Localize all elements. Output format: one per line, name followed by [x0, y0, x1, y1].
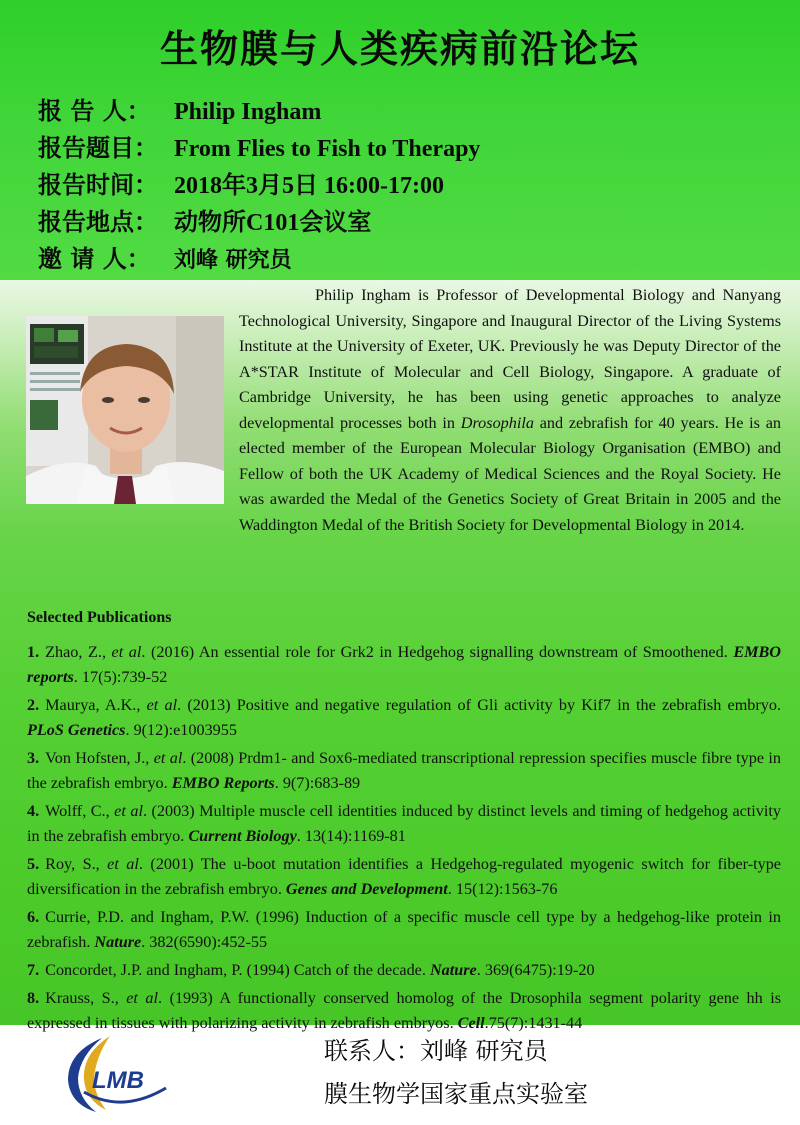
pub-journal: Cell: [457, 1014, 485, 1032]
host-row: [38, 240, 480, 277]
pub-number: 6.: [27, 908, 40, 926]
pub-authors: Roy, S.,: [45, 855, 108, 873]
lab-name: 膜生物学国家重点实验室: [324, 1080, 588, 1108]
speaker-row: [38, 92, 480, 129]
pub-authors: Zhao, Z.,: [45, 643, 112, 661]
pub-citation: . 369(6475):19-20: [476, 961, 595, 979]
publication-item: [27, 746, 781, 796]
pub-etal: et al: [114, 802, 143, 820]
topic-label: 报告题目：: [38, 134, 158, 162]
pub-authors: Wolff, C.,: [45, 802, 115, 820]
pub-citation: . 9(7):683-89: [274, 774, 361, 792]
pub-journal: EMBO reports: [27, 643, 781, 686]
bio-text-1: Philip Ingham is Professor of Developmental Biology and Nanyang Technological University, Singapore and Inaugural Director of the Living Systems Institute at the University of Exeter, UK. Previously he was Deputy Director of the A*STAR Institute of Molecular and Cell Biology, Singapore. A graduate of Cambridge University, he has been using genetic approaches to analyze developmental processes both in: [239, 286, 781, 432]
publication-item: [27, 958, 781, 983]
place-label: 报告地点：: [38, 208, 158, 236]
pub-number: 5.: [27, 855, 40, 873]
publication-item: [27, 799, 781, 849]
pub-text: . (2001) The u-boot mutation identifies a Hedgehog-regulated myogenic switch for fiber-type diversification in the zebrafish embryo.: [27, 855, 781, 898]
pub-journal: PLoS Genetics: [27, 721, 126, 739]
place-row: [38, 203, 480, 240]
pub-number: 4.: [27, 802, 40, 820]
pub-citation: .75(7):1431-44: [484, 1014, 583, 1032]
pub-citation: . 17(5):739-52: [73, 668, 168, 686]
contact-person: 联系人：刘峰 研究员: [324, 1037, 548, 1065]
pub-text: . (2016) An essential role for Grk2 in Hedgehog signalling downstream of Smoothened.: [141, 643, 734, 661]
pub-authors: Von Hofsten, J.,: [45, 749, 154, 767]
poster-title: 生物膜与人类疾病前沿论坛: [159, 27, 640, 71]
pub-citation: . 15(12):1563-76: [447, 880, 558, 898]
pub-etal: et al: [146, 696, 178, 714]
talk-place: 动物所C101会议室: [174, 210, 372, 236]
pub-text: (1994) Catch of the decade.: [242, 961, 430, 979]
speaker-photo: [26, 316, 224, 504]
topic-row: [38, 129, 480, 166]
time-label: 报告时间：: [38, 171, 158, 199]
pub-citation: . 382(6590):452-55: [141, 933, 268, 951]
publication-item: [27, 905, 781, 955]
publication-item: [27, 693, 781, 743]
pub-citation: . 9(12):e1003955: [125, 721, 237, 739]
host-label: 邀 请 人：: [38, 245, 151, 273]
time-row: [38, 166, 480, 203]
speaker-bio: [239, 283, 781, 538]
bio-italic-term: Drosophila: [460, 413, 534, 432]
pub-text: (1996) Induction of a specific muscle cell type by a hedgehog-like protein in zebrafish.: [27, 908, 781, 951]
publication-list: [27, 640, 781, 1039]
logo-text: LMB: [92, 1067, 144, 1094]
pub-text: . (2013) Positive and negative regulation of Gli activity by Kif7 in the zebrafish embryo.: [177, 696, 782, 714]
speaker-name: Philip Ingham: [174, 99, 322, 125]
publication-item: [27, 986, 781, 1036]
pub-authors: Currie, P.D. and Ingham, P.W.: [45, 908, 250, 926]
pub-etal: et al: [107, 855, 139, 873]
pub-journal: Nature: [94, 933, 142, 951]
pub-text: . (2008) Prdm1- and Sox6-mediated transcriptional repression specifies muscle fibre type in the zebrafish embryo.: [27, 749, 782, 792]
pub-etal: et al: [126, 989, 159, 1007]
talk-topic: From Flies to Fish to Therapy: [174, 136, 481, 162]
talk-info: [38, 92, 480, 277]
pub-journal: Nature: [429, 961, 477, 979]
pub-etal: et al: [111, 643, 142, 661]
pub-authors: Concordet, J.P. and Ingham, P.: [45, 961, 243, 979]
lmb-logo: [62, 1032, 172, 1116]
speaker-label: 报 告 人：: [38, 97, 151, 125]
pub-authors: Maurya, A.K.,: [45, 696, 147, 714]
pub-text: . (2003) Multiple muscle cell identities induced by distinct levels and timing of hedgehog activity in the zebrafish embryo.: [27, 802, 781, 845]
pub-authors: Krauss, S.,: [45, 989, 127, 1007]
talk-time: 2018年3月5日 16:00-17:00: [174, 173, 444, 199]
bio-text-2: and zebrafish for 40 years. He is an elected member of the European Molecular Biology Organisation (EMBO) and Fellow of both the UK Academy of Medical Sciences and the Royal Society. He was awarded the Medal of the Genetics Society of Great Britain in 2005 and the Waddington Medal of the British Society for Developmental Biology in 2014.: [239, 413, 781, 534]
pub-number: 7.: [27, 961, 40, 979]
pub-number: 1.: [27, 643, 40, 661]
publication-item: [27, 640, 781, 690]
publication-item: [27, 852, 781, 902]
pub-etal: et al: [153, 749, 183, 767]
pub-number: 2.: [27, 696, 40, 714]
pub-journal: Current Biology: [188, 827, 297, 845]
publications-heading: Selected Publications: [27, 609, 172, 626]
pub-citation: . 13(14):1169-81: [296, 827, 406, 845]
pub-journal: EMBO Reports: [171, 774, 275, 792]
pub-number: 3.: [27, 749, 40, 767]
pub-journal: Genes and Development: [285, 880, 448, 898]
talk-host: 刘峰 研究员: [174, 248, 292, 273]
pub-number: 8.: [27, 989, 40, 1007]
pub-text: . (1993) A functionally conserved homolog of the Drosophila segment polarity gene hh is expressed in tissues with polarizing activity in zebrafish embryos.: [27, 989, 782, 1032]
